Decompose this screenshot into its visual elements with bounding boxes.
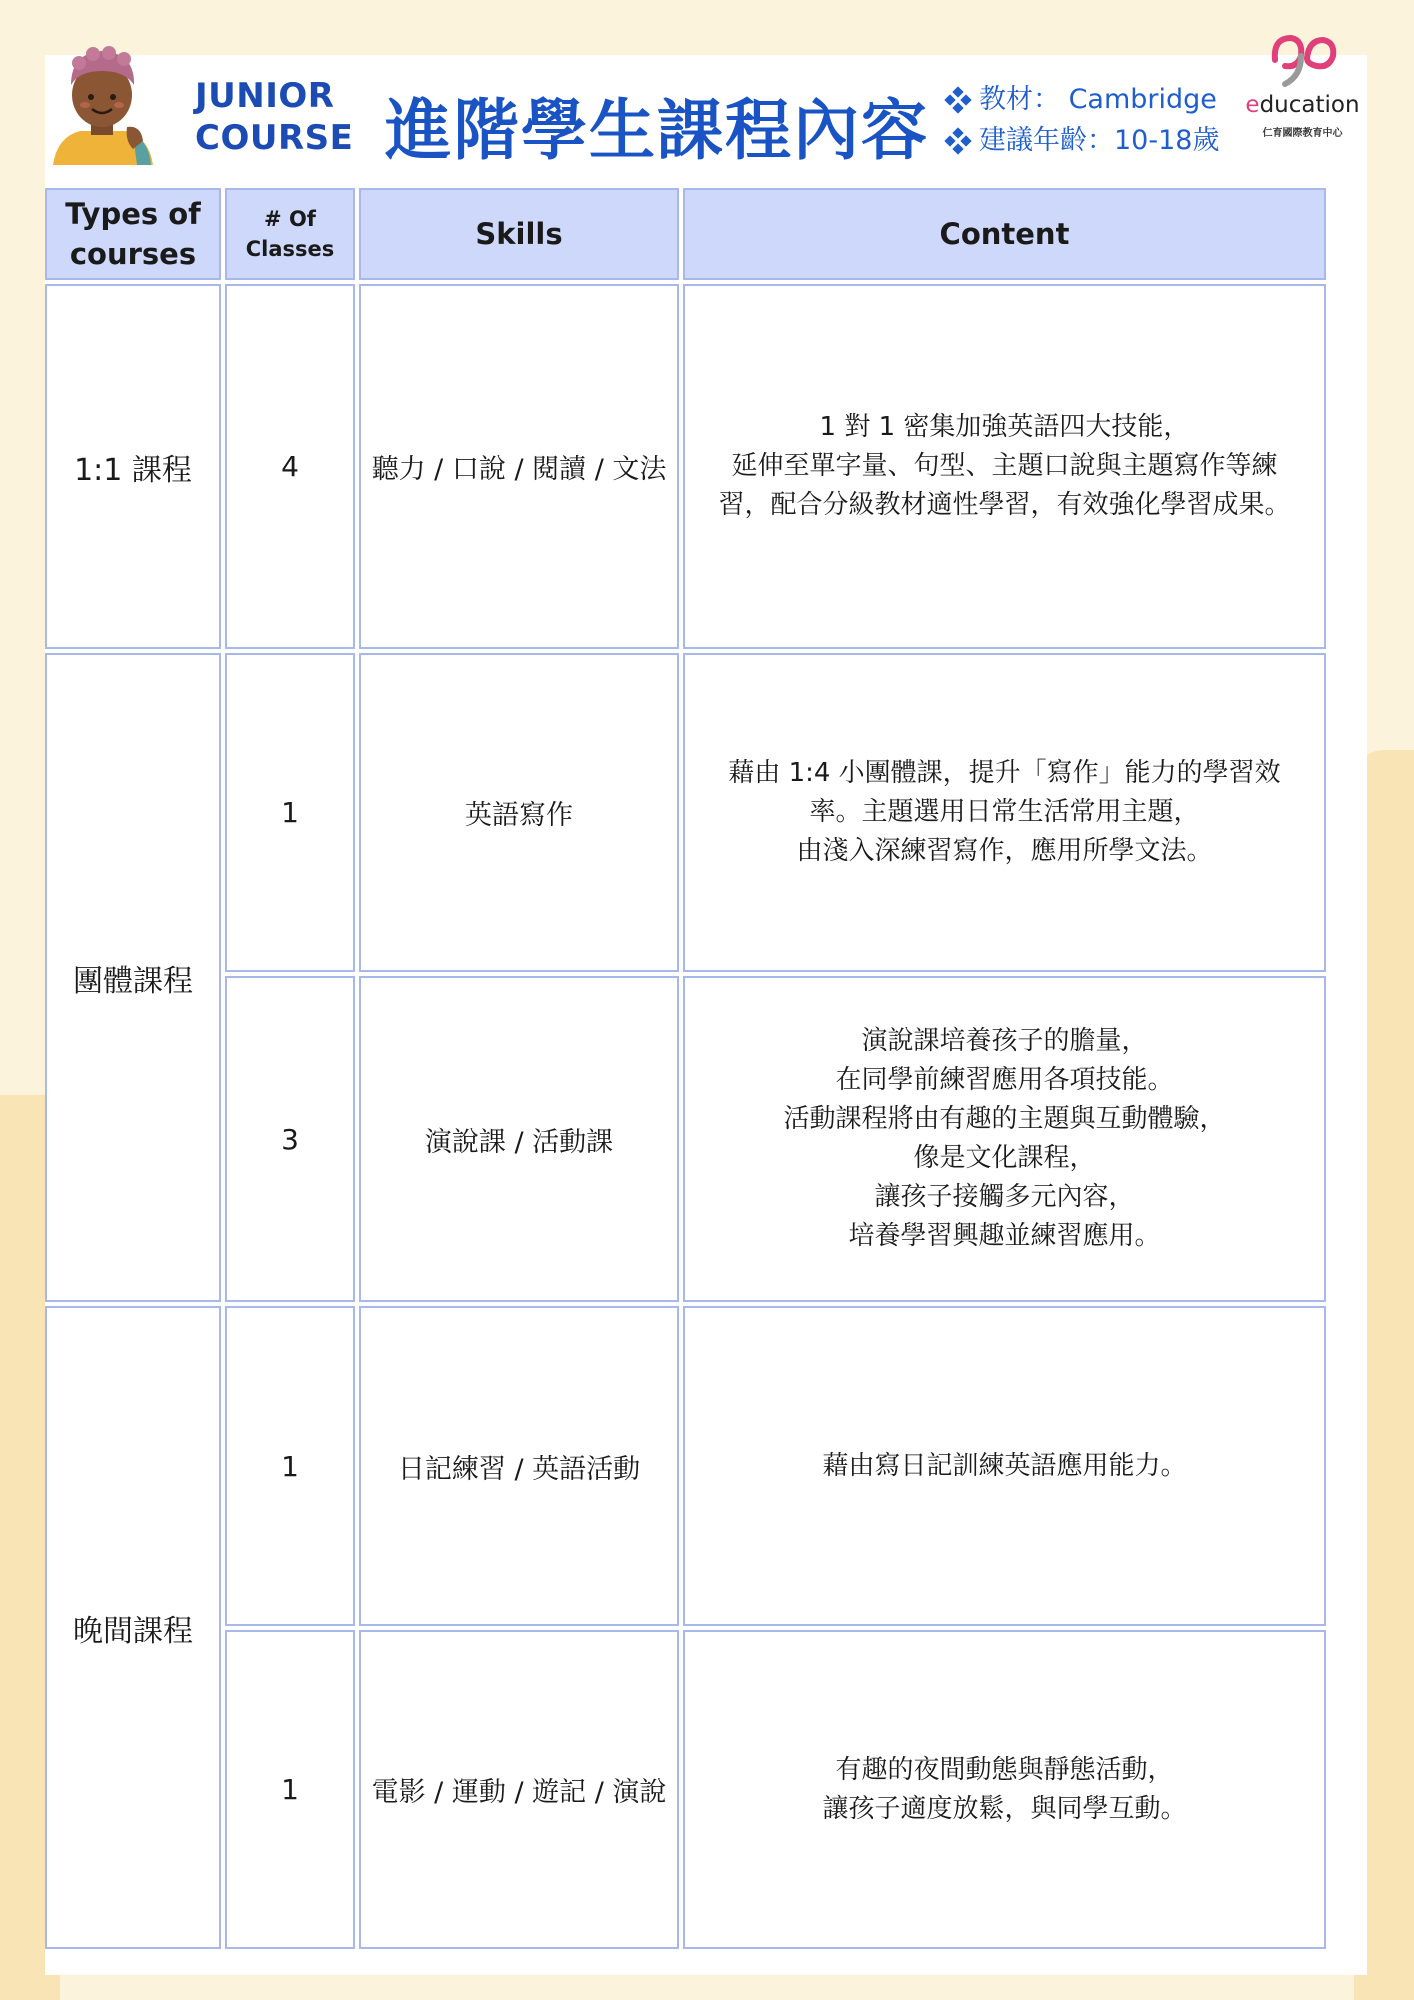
info-material-text: 教材： Cambridge: [979, 84, 1217, 115]
course-sheet: [45, 55, 1367, 1975]
course-info: [945, 79, 1219, 161]
content-cell: [683, 976, 1326, 1302]
skills-cell: 演說課 / 活動課: [359, 976, 679, 1302]
content-line: 率。主題選用日常生活常用主題，: [809, 797, 1200, 827]
content-line: 藉由寫日記訓練英語應用能力。: [822, 1450, 1187, 1481]
content-line: 演說課培養孩子的膽量，: [861, 1026, 1148, 1056]
skills-cell: 英語寫作: [359, 653, 679, 972]
course-type-one-on-one: 1:1 課程: [45, 284, 221, 649]
content-line: 由淺入深練習寫作，應用所學文法。: [796, 836, 1213, 866]
header-number-of-classes: [225, 188, 355, 280]
page-title: 進階學生課程內容: [385, 92, 929, 169]
logo-letters-rest: ducation: [1259, 92, 1360, 118]
content-line: 培養學習興趣並練習應用。: [848, 1221, 1161, 1251]
content-cell: [683, 284, 1326, 649]
info-material: [945, 79, 1219, 120]
education-logo: [1240, 30, 1365, 160]
content-line: 有趣的夜間動態與靜態活動，: [835, 1754, 1174, 1785]
header-skills: Skills: [359, 188, 679, 280]
diamond-bullet-icon: [945, 128, 971, 154]
info-age-text: 建議年齡：10-18歲: [979, 125, 1220, 156]
skills-cell: 聽力 / 口說 / 閱讀 / 文法: [359, 284, 679, 649]
header-types-line-1: Types of: [65, 197, 201, 231]
content-line: 像是文化課程，: [913, 1143, 1096, 1173]
course-type-group: 團體課程: [45, 653, 221, 1302]
content-cell: [683, 1630, 1326, 1949]
skills-cell: 日記練習 / 英語活動: [359, 1306, 679, 1626]
logo-wordmark: [1240, 92, 1365, 118]
header-num-line-2: Classes: [245, 237, 335, 261]
content-line: 在同學前練習應用各項技能。: [835, 1065, 1174, 1095]
course-type-evening: 晚間課程: [45, 1306, 221, 1949]
junior-course-label: [195, 75, 353, 159]
logo-letter-e: e: [1245, 92, 1260, 118]
header-types-of-courses: [45, 188, 221, 280]
content-line: 讓孩子接觸多元內容，: [874, 1182, 1135, 1212]
classes-count: 1: [225, 653, 355, 972]
education-logo-icon: [1267, 30, 1339, 92]
header-num-line-1: # Of: [264, 207, 316, 231]
skills-cell: 電影 / 運動 / 遊記 / 演說: [359, 1630, 679, 1949]
info-age: [945, 120, 1219, 161]
junior-line-1: JUNIOR: [195, 76, 335, 116]
classes-count: 1: [225, 1306, 355, 1626]
classes-count: 1: [225, 1630, 355, 1949]
header-types-line-2: courses: [69, 237, 197, 271]
classes-count: 3: [225, 976, 355, 1302]
classes-count: 4: [225, 284, 355, 649]
content-line: 習，配合分級教材適性學習，有效強化學習成果。: [718, 490, 1291, 520]
content-line: 1 對 1 密集加強英語四大技能，: [819, 412, 1190, 442]
content-line: 延伸至單字量、句型、主題口說與主題寫作等練: [731, 451, 1278, 481]
logo-subtitle: 仁育國際教育中心: [1262, 128, 1343, 139]
content-line: 藉由 1:4 小團體課，提升「寫作」能力的學習效: [728, 758, 1281, 788]
header-content: Content: [683, 188, 1326, 280]
content-line: 讓孩子適度放鬆，與同學互動。: [822, 1793, 1187, 1824]
content-cell: [683, 653, 1326, 972]
junior-line-2: COURSE: [195, 118, 354, 158]
content-line: 活動課程將由有趣的主題與互動體驗，: [783, 1104, 1226, 1134]
student-avatar-illustration: [45, 45, 160, 165]
content-cell: [683, 1306, 1326, 1626]
diamond-bullet-icon: [945, 87, 971, 113]
